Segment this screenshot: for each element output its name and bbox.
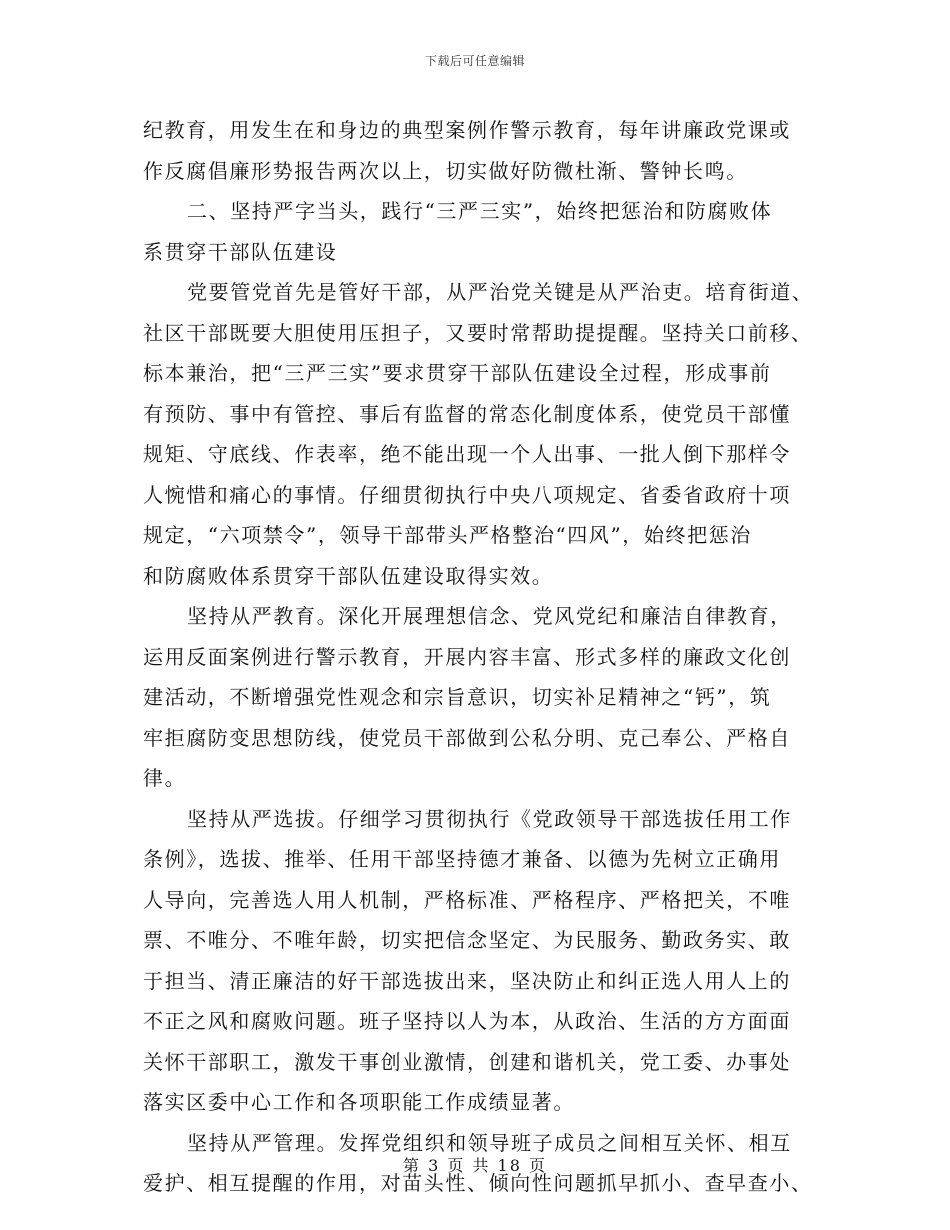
text-line: 关怀干部职工，激发干事创业激情，创建和谐机关，党工委、办事处 xyxy=(143,1049,791,1074)
header-note: 下载后可任意编辑 xyxy=(424,54,525,68)
text-line: 作反腐倡廉形势报告两次以上，切实做好防微杜渐、警钟长鸣。 xyxy=(143,158,748,183)
page-number-footer: 第 3 页 共 18 页 xyxy=(403,1156,547,1175)
text-line: 爱护、相互提醒的作用，对苗头性、倾向性问题抓早抓小、查早查小、 xyxy=(143,1171,813,1195)
text-line: 建活动，不断增强党性观念和宗旨意识，切实补足精神之“钙”，筑 xyxy=(143,685,772,709)
text-line: 社区干部既要大胆使用压担子，又要时常帮助提提醒。坚持关口前移、 xyxy=(143,320,813,345)
text-line: 运用反面案例进行警示教育，开展内容丰富、形式多样的廉政文化创 xyxy=(143,644,791,669)
text-line: 规定，“六项禁令”，领导干部带头严格整治“四风”，始终把惩治 xyxy=(143,523,752,547)
text-line: 律。 xyxy=(143,766,187,790)
text-line: 坚持从严选拔。仔细学习贯彻执行《党政领导干部选拔任用工作 xyxy=(187,806,792,831)
body-text xyxy=(143,110,813,1204)
text-line: 不正之风和腐败问题。班子坚持以人为本，从政治、生活的方方面面 xyxy=(143,1009,791,1033)
text-line: 有预防、事中有管控、事后有监督的常态化制度体系，使党员干部懂 xyxy=(143,401,791,426)
text-line: 纪教育，用发生在和身边的典型案例作警示教育，每年讲廉政党课或 xyxy=(143,118,791,142)
text-line: 于担当、清正廉洁的好干部选拔出来，坚决防止和纠正选人用人上的 xyxy=(143,968,791,993)
text-line: 人导向，完善选人用人机制，严格标准、严格程序、严格把关，不唯 xyxy=(143,887,791,912)
text-line: 牢拒腐防变思想防线，使党员干部做到公私分明、克己奉公、严格自 xyxy=(143,725,791,750)
section-heading-line: 二、坚持严字当头，践行“三严三实”，始终把惩治和防腐败体 xyxy=(187,199,773,223)
text-line: 人惋惜和痛心的事情。仔细贯彻执行中央八项规定、省委省政府十项 xyxy=(143,482,791,507)
text-line: 票、不唯分、不唯年龄，切实把信念坚定、为民服务、勤政务实、敢 xyxy=(143,928,791,952)
text-line: 规矩、守底线、作表率，绝不能出现一个人出事、一批人倒下那样令 xyxy=(143,442,791,466)
text-line: 标本兼治，把“三严三实”要求贯穿干部队伍建设全过程，形成事前 xyxy=(143,361,772,385)
text-line: 落实区委中心工作和各项职能工作成绩显著。 xyxy=(143,1090,575,1114)
text-line: 条例》，选拔、推举、任用干部坚持德才兼备、以德为先树立正确用 xyxy=(143,847,781,871)
section-heading-line: 系贯穿干部队伍建设 xyxy=(143,239,338,264)
text-line: 和防腐败体系贯穿干部队伍建设取得实效。 xyxy=(143,563,554,588)
text-line: 坚持从严管理。发挥党组织和领导班子成员之间相互关怀、相互 xyxy=(187,1130,792,1155)
text-line: 党要管党首先是管好干部，从严治党关键是从严治吏。培育街道、 xyxy=(187,280,814,304)
text-line: 坚持从严教育。深化开展理想信念、党风党纪和廉洁自律教育， xyxy=(187,604,792,628)
